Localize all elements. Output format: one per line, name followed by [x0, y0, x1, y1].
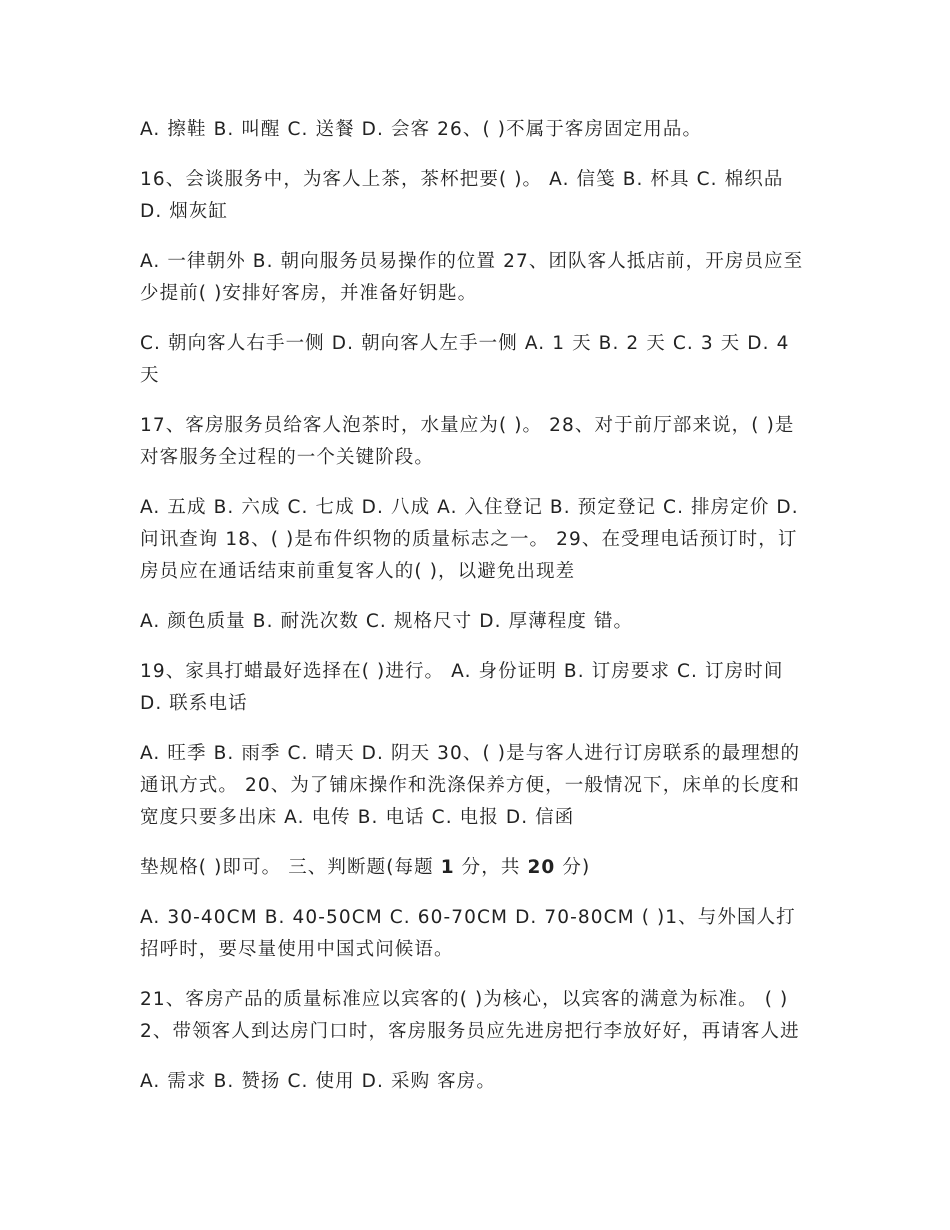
paragraph-5: 17、客房服务员给客人泡茶时，水量应为( )。 28、对于前厅部来说，( )是对客服务全过程的一个关键阶段。 — [140, 415, 795, 468]
paragraph-10-text-a: 垫规格( )即可。 三、判断题(每题 — [140, 857, 441, 878]
paragraph-7: A. 颜色质量 B. 耐洗次数 C. 规格尺寸 D. 厚薄程度 错。 — [140, 611, 634, 632]
paragraph-10-text-c: 分，共 — [454, 857, 528, 878]
paragraph-10 — [140, 852, 812, 884]
paragraph-2: 16、会谈服务中，为客人上茶，茶杯把要( )。 A. 信笺 B. 杯具 C. 棉织品 D. 烟灰缸 — [140, 169, 784, 222]
paragraph-13: A. 需求 B. 赞扬 C. 使用 D. 采购 客房。 — [140, 1071, 496, 1092]
paragraph-1: A. 擦鞋 B. 叫醒 C. 送餐 D. 会客 26、( )不属于客房固定用品。 — [140, 119, 703, 140]
paragraph-8: 19、家具打蜡最好选择在( )进行。 A. 身份证明 B. 订房要求 C. 订房时间 D. 联系电话 — [140, 661, 784, 714]
total-score: 20 — [527, 857, 556, 878]
paragraph-6: A. 五成 B. 六成 C. 七成 D. 八成 A. 入住登记 B. 预定登记 C. 排房定价 D. 问讯查询 18、( )是布件织物的质量标志之一。 29、在受理电话预订时，订房员应在通话结束前重复客人的( )，以避免出现差 — [140, 497, 799, 582]
score-per-question: 1 — [440, 857, 455, 878]
paragraph-12: 21、客房产品的质量标准应以宾客的( )为核心，以宾客的满意为标准。 ( )2、带领客人到达房门口时，客房服务员应先进房把行李放好好，再请客人进 — [140, 989, 800, 1042]
paragraph-11: A. 30-40CM B. 40-50CM C. 60-70CM D. 70-80CM ( )1、与外国人打招呼时，要尽量使用中国式问候语。 — [140, 907, 796, 960]
document-page — [140, 114, 812, 1116]
paragraph-9: A. 旺季 B. 雨季 C. 晴天 D. 阴天 30、( )是与客人进行订房联系的最理想的通讯方式。 20、为了铺床操作和洗涤保养方便，一般情况下，床单的长度和宽度只要多出床 A. 电传 B. 电话 C. 电报 D. 信函 — [140, 743, 801, 828]
paragraph-10-text-e: 分) — [555, 857, 591, 878]
paragraph-3: A. 一律朝外 B. 朝向服务员易操作的位置 27、团队客人抵店前，开房员应至少提前( )安排好客房，并准备好钥匙。 — [140, 251, 804, 304]
paragraph-4: C. 朝向客人右手一侧 D. 朝向客人左手一侧 A. 1 天 B. 2 天 C. 3 天 D. 4 天 — [140, 333, 790, 386]
